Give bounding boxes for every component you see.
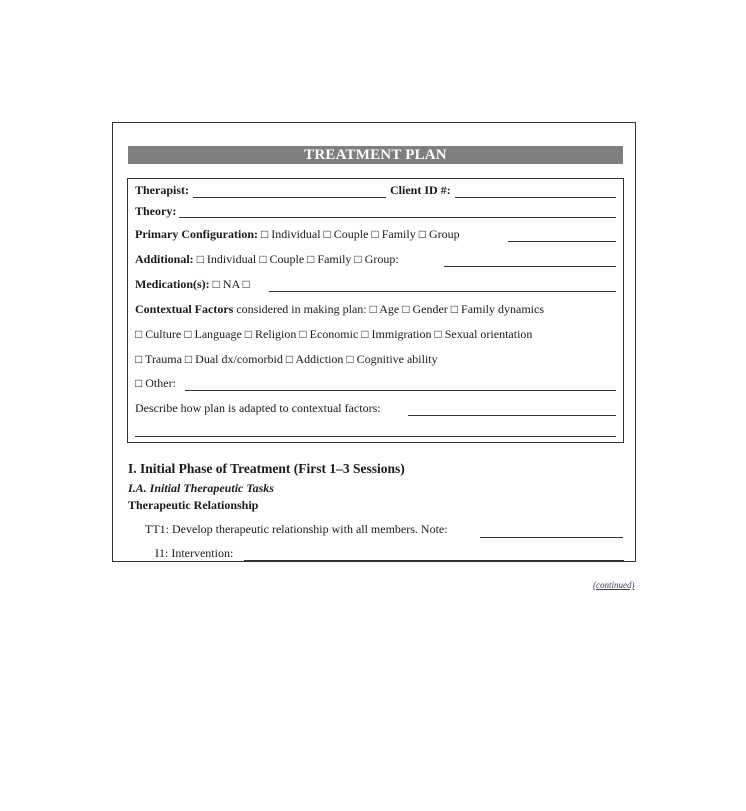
additional-field[interactable] xyxy=(444,266,616,267)
other-row xyxy=(135,374,616,392)
continued-label: (continued) xyxy=(593,580,635,590)
primary-config-options[interactable]: □ Individual □ Couple □ Family □ Group xyxy=(260,227,460,241)
describe-label: Describe how plan is adapted to contextual factors: xyxy=(135,401,381,415)
primary-config-label: Primary Configuration: xyxy=(135,227,258,241)
contextual-options[interactable]: considered in making plan: □ Age □ Gender □ Family dynamics xyxy=(233,302,545,316)
contextual-row xyxy=(135,300,616,318)
therapist-row xyxy=(135,181,616,199)
describe-row xyxy=(135,399,616,417)
contextual-options-2[interactable]: □ Culture □ Language □ Religion □ Economic □ Immigration □ Sexual orientation xyxy=(135,327,533,341)
client-id-label: Client ID #: xyxy=(390,183,451,197)
theory-row xyxy=(135,202,616,220)
form-title: TREATMENT PLAN xyxy=(128,146,623,164)
other-option[interactable]: □ Other: xyxy=(135,376,176,390)
section-heading: I. Initial Phase of Treatment (First 1–3 Sessions) xyxy=(128,461,405,476)
therapist-field[interactable] xyxy=(193,197,386,198)
theory-field[interactable] xyxy=(179,217,616,218)
medication-label: Medication(s): xyxy=(135,277,210,291)
tt1-label: TT1: Develop therapeutic relationship with all members. Note: xyxy=(145,522,448,536)
i1-intervention-field[interactable] xyxy=(244,560,624,561)
primary-config-field[interactable] xyxy=(508,241,616,242)
tt1-note-field[interactable] xyxy=(480,537,623,538)
medication-field[interactable] xyxy=(269,291,616,292)
contextual-row-3[interactable] xyxy=(135,350,616,368)
therapist-label: Therapist: xyxy=(135,183,189,197)
describe-field-line-2[interactable] xyxy=(135,436,616,437)
medication-options[interactable]: □ NA □ xyxy=(212,277,250,291)
other-field[interactable] xyxy=(185,390,616,391)
additional-row xyxy=(135,250,616,268)
primary-config-row xyxy=(135,225,616,243)
contextual-options-3[interactable]: □ Trauma □ Dual dx/comorbid □ Addiction □ Cognitive ability xyxy=(135,352,438,366)
i1-label: I1: Intervention: xyxy=(155,546,234,560)
medication-row xyxy=(135,275,616,293)
theory-label: Theory: xyxy=(135,204,177,218)
section-subheading: I.A. Initial Therapeutic Tasks xyxy=(128,481,274,495)
describe-field[interactable] xyxy=(408,415,616,416)
client-id-field[interactable] xyxy=(455,197,616,198)
client-info-box xyxy=(127,178,624,443)
section-topic: Therapeutic Relationship xyxy=(128,498,259,512)
additional-options[interactable]: □ Individual □ Couple □ Family □ Group: xyxy=(196,252,399,266)
form-page xyxy=(112,122,636,562)
additional-label: Additional: xyxy=(135,252,194,266)
contextual-row-2[interactable] xyxy=(135,325,616,343)
contextual-label: Contextual Factors xyxy=(135,302,234,316)
